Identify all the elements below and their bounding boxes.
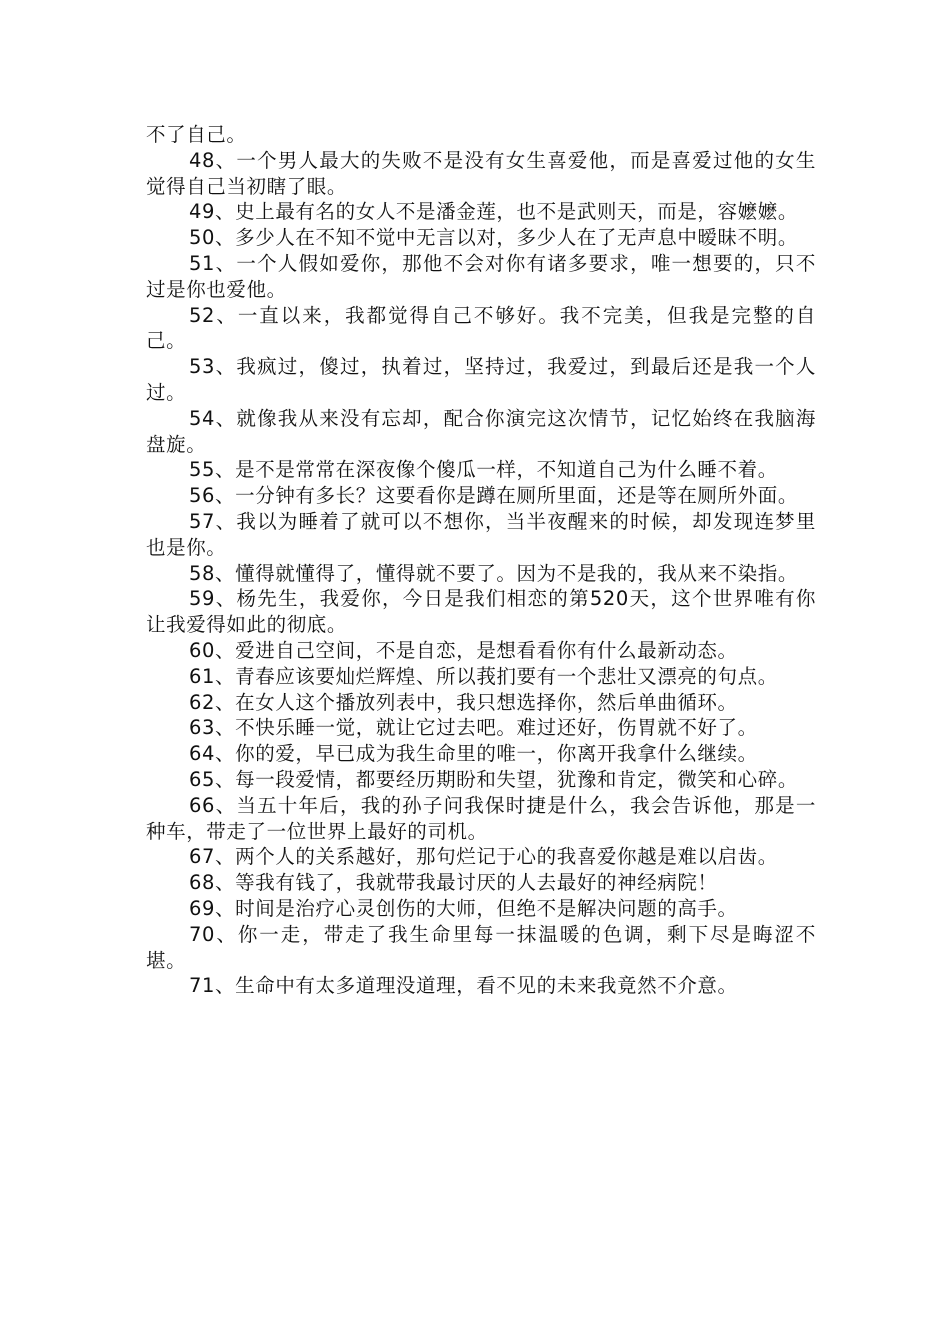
paragraph: 52、一直以来，我都觉得自己不够好。我不完美，但我是完整的自己。 bbox=[146, 303, 816, 353]
paragraph: 54、就像我从来没有忘却，配合你演完这次情节，记忆始终在我脑海盘旋。 bbox=[146, 406, 816, 456]
paragraph: 68、等我有钱了，我就带我最讨厌的人去最好的神经病院！ bbox=[189, 871, 718, 895]
text-body bbox=[146, 122, 816, 999]
paragraph: 65、每一段爱情，都要经历期盼和失望，犹豫和肯定，微笑和心碎。 bbox=[189, 767, 798, 791]
paragraph: 61、青春应该要灿烂辉煌、所以莪扪要有一个悲壮又漂亮的句点。 bbox=[189, 664, 778, 688]
paragraph: 63、不快乐睡一觉，就让它过去吧。难过还好，伤胃就不好了。 bbox=[189, 716, 758, 740]
paragraph: 66、当五十年后，我的孙子问我保时捷是什么，我会告诉他，那是一种车，带走了一位世界上最好的司机。 bbox=[146, 793, 816, 843]
paragraph: 48、一个男人最大的失败不是没有女生喜爱他，而是喜爱过他的女生觉得自己当初瞎了眼。 bbox=[146, 148, 816, 198]
paragraph: 57、我以为睡着了就可以不想你，当半夜醒来的时候，却发现连梦里也是你。 bbox=[146, 509, 816, 559]
paragraph: 不了自己。 bbox=[146, 123, 247, 146]
paragraph: 56、一分钟有多长？这要看你是蹲在厕所里面，还是等在厕所外面。 bbox=[189, 484, 798, 508]
paragraph: 71、生命中有太多道理没道理，看不见的未来我竟然不介意。 bbox=[189, 974, 738, 998]
paragraph: 67、两个人的关系越好，那句烂记于心的我喜爱你越是难以启齿。 bbox=[189, 845, 778, 869]
paragraph: 51、一个人假如爱你，那他不会对你有诸多要求，唯一想要的，只不过是你也爱他。 bbox=[146, 251, 816, 301]
paragraph: 60、爱进自己空间，不是自恋，是想看看你有什么最新动态。 bbox=[189, 638, 738, 662]
paragraph: 64、你的爱，早已成为我生命里的唯一，你离开我拿什么继续。 bbox=[189, 742, 758, 766]
paragraph: 49、史上最有名的女人不是潘金莲，也不是武则天，而是，容嬷嬷。 bbox=[189, 200, 798, 224]
paragraph: 53、我疯过，傻过，执着过，坚持过，我爱过，到最后还是我一个人过。 bbox=[146, 355, 816, 404]
paragraph: 50、多少人在不知不觉中无言以对，多少人在了无声息中暧昧不明。 bbox=[189, 226, 798, 250]
paragraph: 58、懂得就懂得了，懂得就不要了。因为不是我的，我从来不染指。 bbox=[189, 561, 798, 585]
paragraph: 62、在女人这个播放列表中，我只想选择你，然后单曲循环。 bbox=[189, 690, 738, 714]
paragraph: 70、你一走，带走了我生命里每一抹温暖的色调，剩下尽是晦涩不堪。 bbox=[146, 922, 816, 972]
paragraph: 69、时间是治疗心灵创伤的大师，但绝不是解决问题的高手。 bbox=[189, 896, 738, 920]
paragraph: 59、杨先生，我爱你，今日是我们相恋的第520天，这个世界唯有你让我爱得如此的彻底。 bbox=[146, 587, 816, 637]
paragraph: 55、是不是常常在深夜像个傻瓜一样，不知道自己为什么睡不着。 bbox=[189, 458, 778, 482]
